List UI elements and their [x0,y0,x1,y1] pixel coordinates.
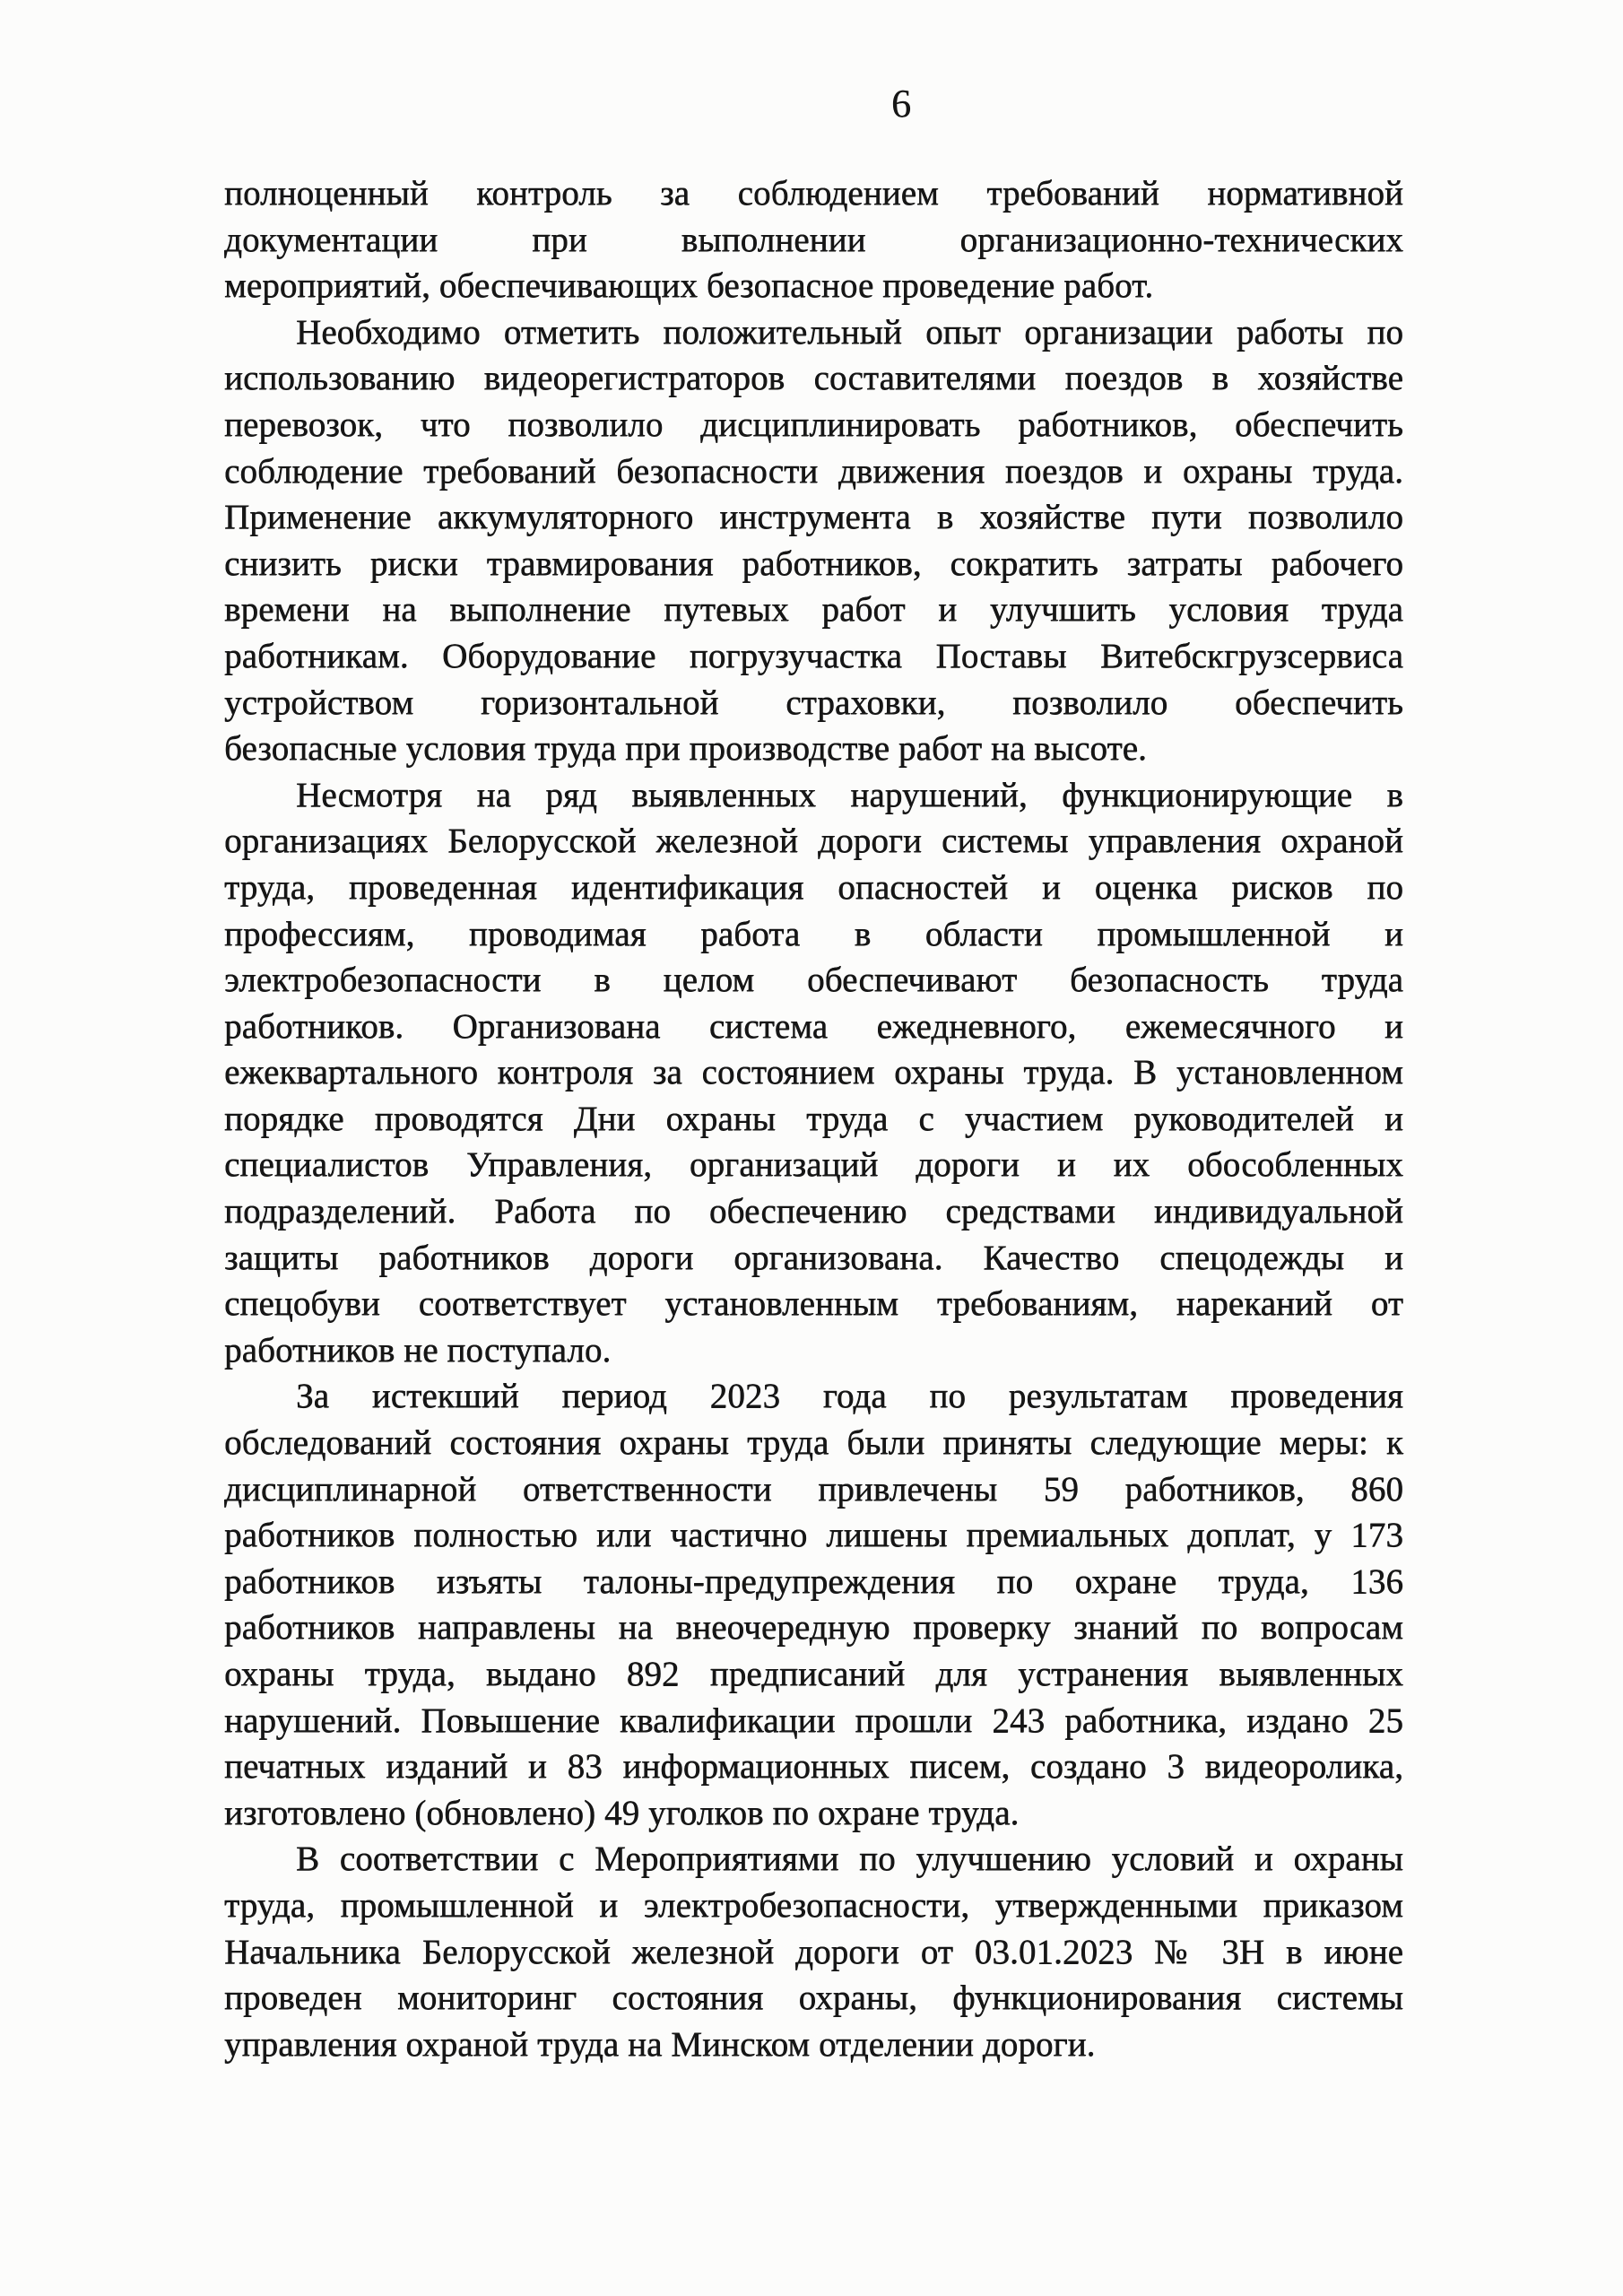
text-line: обследований состояния охраны труда были приняты следующие меры: к [224,1423,1403,1463]
text-line: защиты работников дороги организована. Качество спецодежды и [224,1238,1403,1277]
text-line: полноценный контроль за соблюдением требований нормативной [224,174,1403,213]
text-line: мероприятий, обеспечивающих безопасное проведение работ. [224,266,1154,306]
text-line: дисциплинарной ответственности привлечены 59 работников, 860 [224,1469,1403,1509]
text-line: труда, проведенная идентификация опасностей и оценка рисков по [224,867,1403,907]
text-line: управления охраной труда на Минском отделении дороги. [224,2024,1096,2064]
text-line: Начальника Белорусской железной дороги от 03.01.2023 № 3Н в июне [224,1932,1403,1971]
paragraph [224,772,1403,1374]
text-line: печатных изданий и 83 информационных писем, создано 3 видеоролика, [224,1747,1403,1787]
text-line: работников не поступало. [224,1330,612,1370]
text-line: организациях Белорусской железной дороги системы управления охраной [224,822,1403,861]
text-line: нарушений. Повышение квалификации прошли 243 работника, издано 25 [224,1700,1403,1740]
text-line: специалистов Управления, организаций дороги и их обособленных [224,1145,1403,1185]
text-line: работникам. Оборудование погрузучастка Поставы Витебскгрузсервиса [224,636,1403,675]
text-line: использованию видеорегистраторов составителями поездов в хозяйстве [224,359,1403,398]
text-line: ежеквартального контроля за состоянием охраны труда. В установленном [224,1053,1403,1092]
text-line: работников. Организована система ежедневного, ежемесячного и [224,1006,1403,1046]
text-line: перевозок, что позволило дисциплинировать работников, обеспечить [224,404,1403,444]
text-line: труда, промышленной и электробезопасности, утвержденными приказом [224,1885,1403,1925]
text-line: работников изъяты талоны-предупреждения по охране труда, 136 [224,1561,1403,1601]
paragraph [224,1836,1403,2067]
document-text-block [224,170,1403,2067]
paragraph [224,170,1403,309]
paragraph [224,309,1403,772]
text-line: профессиям, проводимая работа в области промышленной и [224,914,1403,953]
text-line: безопасные условия труда при производстве работ на высоте. [224,729,1147,769]
text-line: времени на выполнение путевых работ и улучшить условия труда [224,590,1403,630]
text-line: Необходимо отметить положительный опыт организации работы по [296,312,1403,352]
paragraph [224,1373,1403,1836]
text-line: документации при выполнении организационно-технических [224,220,1403,259]
text-line: охраны труда, выдано 892 предписаний для устранения выявленных [224,1655,1403,1693]
text-line: За истекший период 2023 года по результатам проведения [296,1377,1403,1416]
text-line: проведен мониторинг состояния охраны, функционирования системы [224,1979,1403,2018]
text-line: соблюдение требований безопасности движения поездов и охраны труда. [224,451,1403,491]
text-line: устройством горизонтальной страховки, позволило обеспечить [224,683,1403,722]
text-line: работников направлены на внеочередную проверку знаний по вопросам [224,1608,1403,1648]
text-line: В соответствии с Мероприятиями по улучшению условий и охраны [296,1839,1403,1879]
page-number: 6 [891,82,911,126]
text-line: подразделений. Работа по обеспечению средствами индивидуальной [224,1192,1403,1231]
text-line: изготовлено (обновлено) 49 уголков по охране труда. [224,1793,1020,1832]
text-line: спецобуви соответствует установленным требованиям, нареканий от [224,1284,1403,1324]
text-line: снизить риски травмирования работников, сократить затраты рабочего [224,544,1403,583]
text-line: работников полностью или частично лишены премиальных доплат, у 173 [224,1516,1403,1555]
text-line: электробезопасности в целом обеспечивают безопасность труда [224,961,1403,1000]
text-line: Применение аккумуляторного инструмента в хозяйстве пути позволило [224,498,1403,537]
text-line: Несмотря на ряд выявленных нарушений, функционирующие в [296,775,1403,814]
text-line: порядке проводятся Дни охраны труда с участием руководителей и [224,1099,1403,1138]
